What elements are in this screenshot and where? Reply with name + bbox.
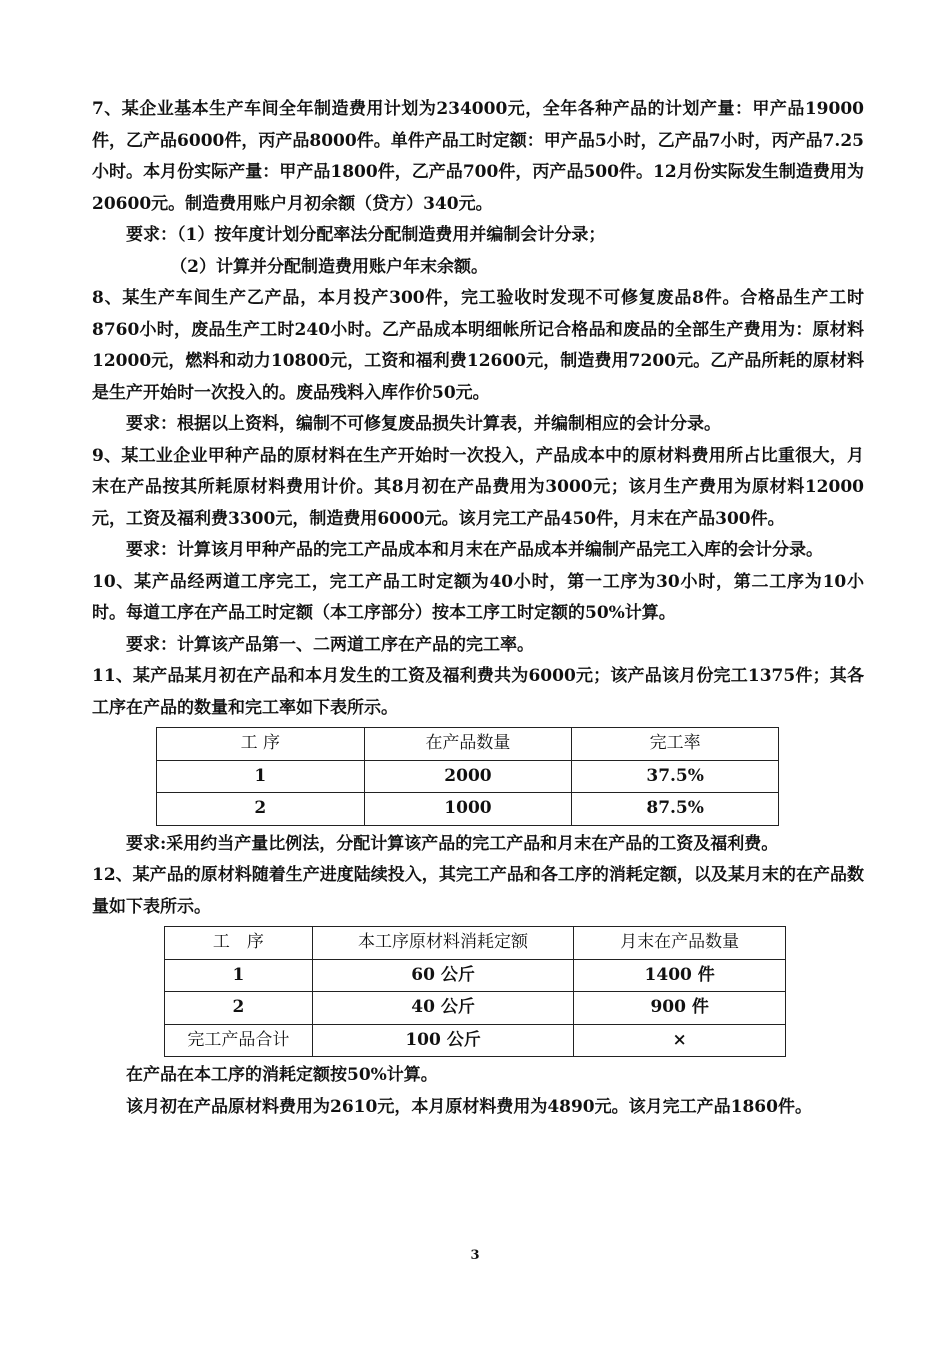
q7-requirement-2: （2）计算并分配制造费用账户年末余额。 [170,256,489,277]
table-cell: 1 [157,760,365,793]
table-cell: 2 [157,793,365,826]
table-cell: 1000 [364,793,572,826]
table-cell: × [574,1024,786,1057]
table-cell: 2 [165,992,313,1025]
q11-table [156,727,779,826]
table-cell: 60 公斤 [312,959,574,992]
table-cell: 100 公斤 [312,1024,574,1057]
table-cell: 1 [165,959,313,992]
q11-requirement: 要求:采用约当产量比例法，分配计算该产品的完工产品和月末在产品的工资及福利费。 [126,833,779,854]
q12-note-1: 在产品在本工序的消耗定额按50%计算。 [126,1065,438,1085]
table-cell: 1400 件 [574,959,786,992]
table-header-row [157,728,779,761]
q8-text: 8、某生产车间生产乙产品，本月投产300件，完工验收时发现不可修复废品8件。合格品生产工时8760小时，废品生产工时240小时。乙产品成本明细帐所记合格品和废品的全部生产费用为：原材料12000元，燃料和动力10800元，工资和福利费12600元，制造费用7200元。乙产品所耗的原材料是生产开始时一次投入的。废品残料入库作价50元。 [92,288,864,403]
table-cell: 87.5% [572,793,779,826]
q10-text: 10、某产品经两道工序完工，完工产品工时定额为40小时，第一工序为30小时，第二工序为10小时。每道工序在产品工时定额（本工序部分）按本工序工时定额的50%计算。 [92,571,864,623]
table-header-row [165,927,786,960]
q9-text: 9、某工业企业甲种产品的原材料在生产开始时一次投入，产品成本中的原材料费用所占比重很大，月末在产品按其所耗原材料费用计价。其8月初在产品费用为3000元；该月生产费用为原材料12000元，工资及福利费3300元，制造费用6000元。该月完工产品450件，月末在产品300件。 [92,445,864,529]
table-row [157,760,779,793]
table-cell: 900 件 [574,992,786,1025]
q7-requirement-1: 要求：（1）按年度计划分配率法分配制造费用并编制会计分录； [126,225,606,245]
q7-text: 7、某企业基本生产车间全年制造费用计划为234000元，全年各种产品的计划产量：甲产品19000件，乙产品6000件，丙产品8000件。单件产品工时定额：甲产品5小时，乙产品7小时，丙产品7.25小时。本月份实际产量：甲产品1800件，乙产品700件，丙产品500件。12月份实际发生制造费用为20600元。制造费用账户月初余额（贷方）340元。 [92,99,864,214]
table-header-cell: 在产品数量 [364,728,572,761]
q12-table [164,926,786,1057]
table-cell: 完工产品合计 [165,1024,313,1057]
table-header-cell: 本工序原材料消耗定额 [312,927,574,960]
table-header-cell: 工 序 [165,927,313,960]
table-row [165,992,786,1025]
table-cell: 37.5% [572,760,779,793]
table-row [165,959,786,992]
page-content [92,94,864,1123]
page-number: 3 [470,1248,480,1263]
q9-requirement: 要求：计算该月甲种产品的完工产品成本和月末在产品成本并编制产品完工入库的会计分录。 [126,540,823,560]
q11-text: 11、某产品某月初在产品和本月发生的工资及福利费共为6000元；该产品该月份完工1375件；其各工序在产品的数量和完工率如下表所示。 [92,666,864,718]
q10-requirement: 要求：计算该产品第一、二两道工序在产品的完工率。 [126,634,534,655]
q12-note-2: 该月初在产品原材料费用为2610元，本月原材料费用为4890元。该月完工产品1860件。 [126,1096,812,1117]
table-cell: 40 公斤 [312,992,574,1025]
table-header-cell: 月末在产品数量 [574,927,786,960]
table-cell: 2000 [364,760,572,793]
table-row [165,1024,786,1057]
table-header-cell: 工 序 [157,728,365,761]
q8-requirement: 要求：根据以上资料，编制不可修复废品损失计算表，并编制相应的会计分录。 [126,414,721,434]
table-row [157,793,779,826]
table-header-cell: 完工率 [572,728,779,761]
q12-text: 12、某产品的原材料随着生产进度陆续投入，其完工产品和各工序的消耗定额，以及某月末的在产品数量如下表所示。 [92,865,864,917]
